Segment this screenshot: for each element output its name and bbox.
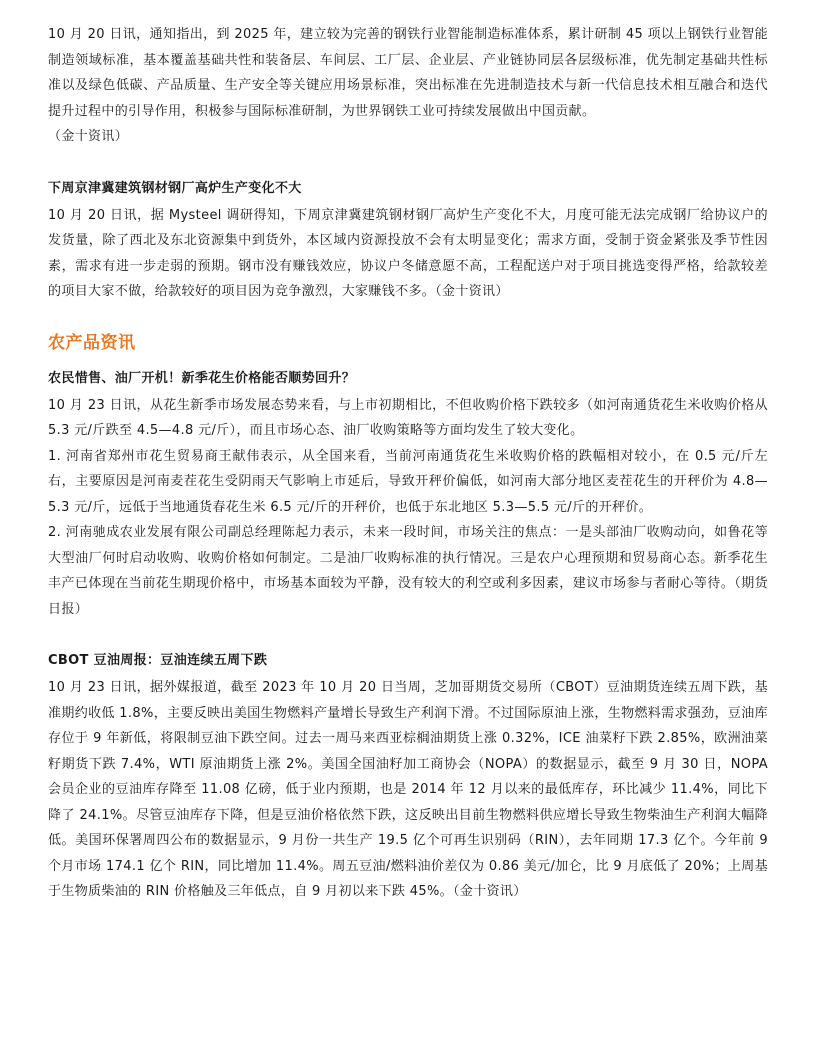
- article-cbot-soybean-oil: [48, 648, 768, 905]
- article-source: （金十资讯）: [48, 129, 129, 144]
- article-body: 10 月 20 日讯，通知指出，到 2025 年，建立较为完善的钢铁行业智能制造标准体系，累计研制 45 项以上钢铁行业智能制造领域标准，基本覆盖基础共性和装备层、车间层、工厂层、企业层、产业链协同层各层级标准，优先制定基础共性标准以及绿色低碳、产品质量、生产安全等关键应用场景标准，突出标准在先进制造技术与新一代信息技术相互融合和迭代提升过程中的引导作用，积极参与国际标准研制，为世界钢铁工业可持续发展做出中国贡献。: [48, 27, 768, 119]
- article-peanut-prices: [48, 366, 768, 623]
- article-title: CBOT 豆油周报：豆油连续五周下跌: [48, 653, 268, 668]
- article-body: 10 月 23 日讯，据外媒报道，截至 2023 年 10 月 20 日当周，芝加哥期货交易所（CBOT）豆油期货连续五周下跌，基准期约收低 1.8%，主要反映出美国生物燃料产量增长导致生产利润下滑。不过国际原油上涨，生物燃料需求强劲，豆油库存位于 9 年新低，将限制豆油下跌空间。过去一周马来西亚棕榈油期货上涨 0.32%，ICE 油菜籽下跌 2.85%，欧洲油菜籽期货下跌 7.4%，WTI 原油期货上涨 2%。美国全国油籽加工商协会（NOPA）的数据显示，截至 9 月 30 日，NOPA 会员企业的豆油库存降至 11.08 亿磅，低于业内预期，也是 2014 年 12 月以来的最低库存，环比减少 11.4%，同比下降了 24.1%。尽管豆油库存下降，但是豆油价格依然下跌，这反映出目前生物燃料供应增长导致生物柴油生产利润大幅降低。美国环保署周四公布的数据显示，9 月份一共生产 19.5 亿个可再生识别码（RIN），去年同期 17.3 亿个。今年前 9 个月市场 174.1 亿个 RIN，同比增加 11.4%。周五豆油/燃料油价差仅为 0.86 美元/加仑，比 9 月底低了 20%；上周基于生物质柴油的 RIN 价格触及三年低点，自 9 月初以来下跌 45%。（金十资讯）: [48, 680, 768, 899]
- article-point-2: 2. 河南驰成农业发展有限公司副总经理陈起力表示，未来一段时间，市场关注的焦点：一是头部油厂收购动向，如鲁花等大型油厂何时启动收购、收购价格如何制定。二是油厂收购标准的执行情况。三是农户心理预期和贸易商心态。新季花生丰产已体现在当前花生期现价格中，市场基本面较为平静，没有较大的利空或利多因素，建议市场参与者耐心等待。（期货日报）: [48, 525, 768, 617]
- article-intro: 10 月 23 日讯，从花生新季市场发展态势来看，与上市初期相比，不但收购价格下跌较多（如河南通货花生米收购价格从 5.3 元/斤跌至 4.5—4.8 元/斤），而且市场心态、油厂收购策略等方面均发生了较大变化。: [48, 397, 768, 438]
- article-point-1: 1. 河南省郑州市花生贸易商王献伟表示，从全国来看，当前河南通货花生米收购价格的跌幅相对较小，在 0.5 元/斤左右，主要原因是河南麦茬花生受阴雨天气影响上市延后，导致开秤价偏低，如河南大部分地区麦茬花生的开秤价为 4.8—5.3 元/斤，远低于当地通货春花生米 6.5 元/斤的开秤价，也低于东北地区 5.3—5.5 元/斤的开秤价。: [48, 448, 768, 515]
- article-title: 农民惜售、油厂开机！新季花生价格能否顺势回升？: [48, 370, 356, 386]
- article-title: 下周京津冀建筑钢材钢厂高炉生产变化不大: [48, 180, 302, 196]
- article-jingjinji-steel: [48, 176, 768, 305]
- document-page: [48, 22, 768, 905]
- section-heading-agriculture: 农产品资讯: [48, 332, 136, 353]
- article-body: 10 月 20 日讯，据 Mysteel 调研得知，下周京津冀建筑钢材钢厂高炉生产变化不大，月度可能无法完成钢厂给协议户的发货量，除了西北及东北资源集中到货外，本区域内资源投放不会有太明显变化；需求方面，受制于资金紧张及季节性因素，需求有进一步走弱的预期。钢市没有赚钱效应，协议户冬储意愿不高，工程配送户对于项目挑选变得严格，给款较差的项目大家不做，给款较好的项目因为竞争激烈，大家赚钱不多。（金十资讯）: [48, 207, 768, 299]
- article-steel-smart-manufacturing: [48, 22, 768, 150]
